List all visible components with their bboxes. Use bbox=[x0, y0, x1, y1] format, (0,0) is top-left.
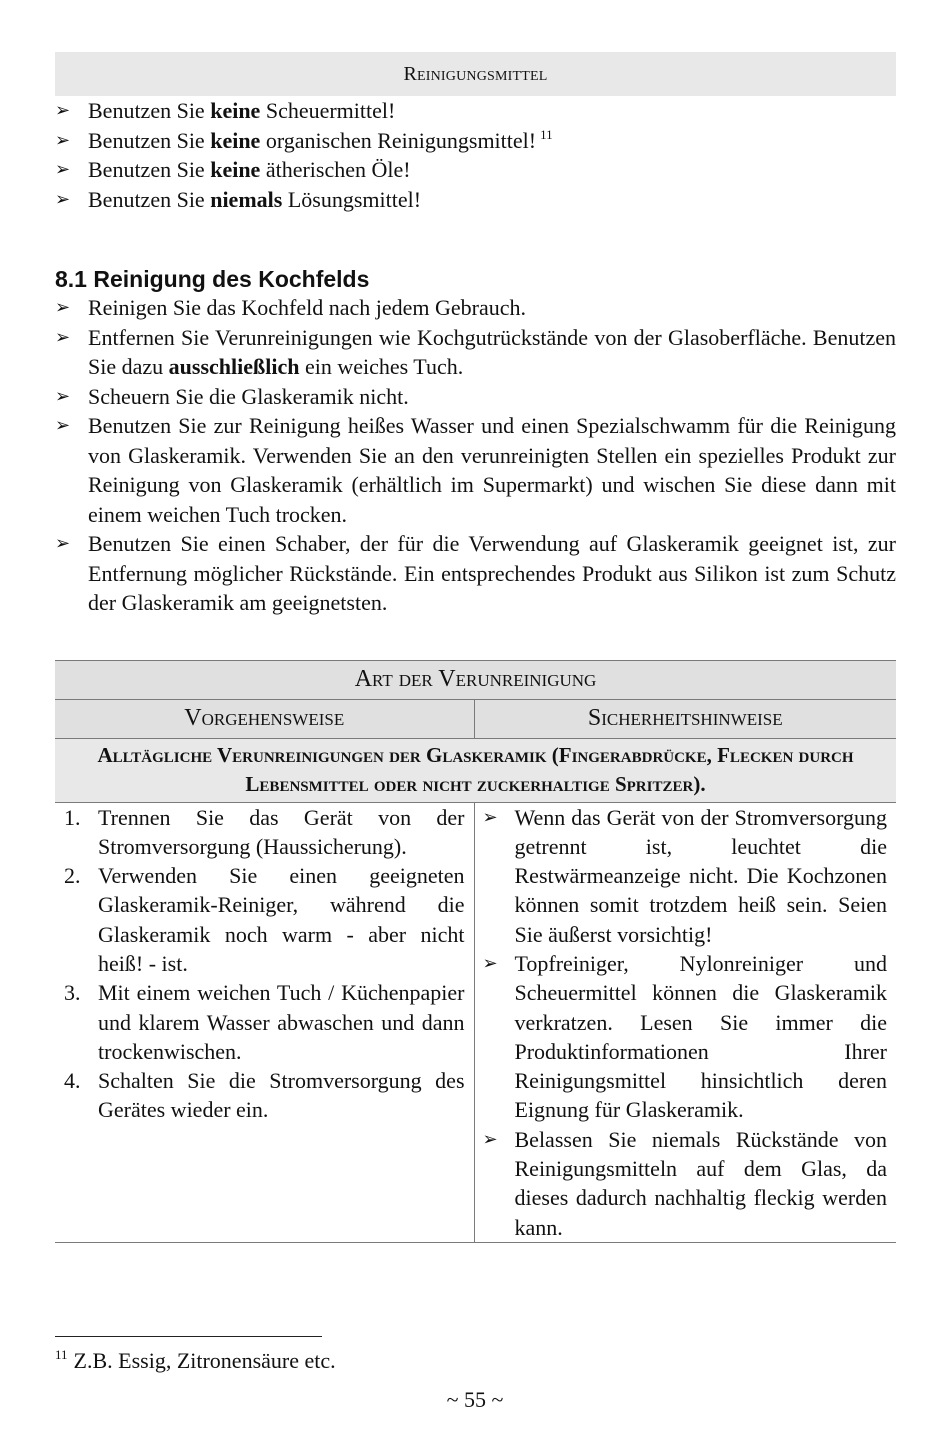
arrow-bullet-icon: ➢ bbox=[55, 297, 71, 318]
arrow-bullet-icon: ➢ bbox=[482, 1128, 498, 1150]
arrow-bullet-icon: ➢ bbox=[55, 188, 71, 210]
step-number: 3. bbox=[64, 980, 81, 1006]
step-list bbox=[61, 803, 465, 1125]
item-emphasis: niemals bbox=[210, 186, 283, 212]
table-subheading: Alltägliche Verunreinigungen der Glaskeramik (Fingerabdrücke, Flecken durch Lebensmittel oder nicht zuckerhaltige Spritzer). bbox=[55, 738, 896, 802]
item-text: Benutzen Sie bbox=[88, 98, 211, 123]
arrow-bullet-icon: ➢ bbox=[55, 415, 71, 436]
step-item bbox=[61, 1066, 465, 1125]
safety-note bbox=[483, 1125, 888, 1242]
cleaning-table bbox=[55, 660, 896, 1243]
step-item bbox=[61, 978, 465, 1066]
footnote-mark: 11 bbox=[55, 1347, 68, 1362]
step-number: 4. bbox=[64, 1068, 81, 1094]
arrow-bullet-icon: ➢ bbox=[55, 129, 71, 151]
note-text: Belassen Sie niemals Rückstände von Reinigungsmitteln auf dem Glas, da dieses dadurch nachhaltig fleckig werden kann. bbox=[514, 1126, 888, 1240]
item-text: Benutzen Sie bbox=[88, 186, 211, 212]
list-item bbox=[55, 185, 896, 215]
column-header-safety: Sicherheitshinweise bbox=[474, 699, 896, 738]
item-emphasis: ausschließlich bbox=[168, 354, 300, 379]
list-item bbox=[55, 293, 896, 323]
item-text: Benutzen Sie zur Reinigung heißes Wasser und einen Spezialschwamm für die Reinigung von Glaskeramik. Verwenden Sie an den verunreinigten Stellen ein spezielles Produkt zur Reinigung von Glaskeramik (erhältlich im Supermarkt) und wischen Sie diese dann mit einem weichen Tuch trocken. bbox=[88, 413, 896, 527]
warning-list bbox=[55, 96, 896, 214]
list-item bbox=[55, 411, 896, 529]
item-text: Benutzen Sie bbox=[88, 157, 211, 182]
step-text: Trennen Sie das Gerät von der Stromversorgung (Haussicherung). bbox=[98, 804, 465, 859]
item-text: Benutzen Sie einen Schaber, der für die Verwendung auf Glaskeramik geeignet ist, zur Entfernung möglicher Rückstände. Ein entsprechendes Produkt aus Silikon ist zum Schutz der Glaskeramik am geeignetsten. bbox=[88, 531, 896, 615]
item-text: organischen Reinigungsmittel! bbox=[260, 127, 537, 153]
arrow-bullet-icon: ➢ bbox=[55, 159, 71, 180]
step-number: 1. bbox=[64, 804, 81, 830]
list-item bbox=[55, 155, 896, 185]
arrow-bullet-icon: ➢ bbox=[55, 326, 71, 348]
step-item bbox=[61, 861, 465, 978]
safety-note-list bbox=[483, 803, 888, 1242]
list-item bbox=[55, 96, 896, 126]
item-text: Benutzen Sie bbox=[88, 127, 211, 153]
footnote bbox=[55, 1347, 336, 1375]
list-item bbox=[55, 323, 896, 382]
safety-cell bbox=[474, 802, 896, 1242]
safety-note bbox=[483, 949, 888, 1125]
list-item bbox=[55, 382, 896, 412]
procedure-cell bbox=[55, 802, 474, 1242]
page-number: ~ 55 ~ bbox=[446, 1387, 504, 1412]
item-text: Lösungsmittel! bbox=[282, 186, 422, 212]
note-text: Topfreiniger, Nylonreiniger und Scheuermittel können die Glaskeramik verkratzen. Lesen Sie immer die Produktinformationen Ihrer Reinigungsmittel hinsichtlich deren Eignung für Glaskeramik. bbox=[514, 950, 888, 1123]
section-header bbox=[55, 52, 896, 96]
item-text: Scheuermittel! bbox=[260, 98, 396, 123]
safety-note bbox=[483, 803, 888, 949]
step-number: 2. bbox=[64, 863, 81, 889]
item-emphasis: keine bbox=[210, 157, 261, 182]
arrow-bullet-icon: ➢ bbox=[55, 385, 71, 407]
item-text: Scheuern Sie die Glaskeramik nicht. bbox=[88, 383, 409, 409]
step-item bbox=[61, 803, 465, 862]
item-text: ein weiches Tuch. bbox=[299, 354, 464, 379]
note-text: Wenn das Gerät von der Stromversorgung getrennt ist, leuchtet die Restwärmeanzeige nicht. Die Kochzonen können somit trotzdem heiß sein. Seien Sie äußerst vorsichtig! bbox=[514, 804, 888, 947]
column-header-procedure: Vorgehensweise bbox=[55, 699, 474, 738]
list-item bbox=[55, 126, 896, 156]
instruction-list bbox=[55, 293, 896, 618]
table-title: Art der Verunreinigung bbox=[55, 660, 896, 699]
item-text: Entfernen Sie Verunreinigungen wie Kochgutrückstände von der Glasoberfläche. Benutzen Sie dazu bbox=[88, 324, 896, 379]
footnote-text: Z.B. Essig, Zitronensäure etc. bbox=[73, 1348, 336, 1373]
step-text: Verwenden Sie einen geeigneten Glaskeramik-Reiniger, während die Glaskeramik noch warm - aber nicht heiß! - ist. bbox=[98, 863, 465, 976]
step-text: Schalten Sie die Stromversorgung des Gerätes wieder ein. bbox=[98, 1068, 465, 1123]
arrow-bullet-icon: ➢ bbox=[482, 806, 498, 828]
arrow-bullet-icon: ➢ bbox=[55, 100, 71, 121]
item-emphasis: keine bbox=[210, 127, 261, 153]
page bbox=[55, 52, 896, 1243]
step-text: Mit einem weichen Tuch / Küchenpapier und klarem Wasser abwaschen und dann trockenwischen. bbox=[98, 980, 465, 1064]
footnote-reference[interactable]: 11 bbox=[540, 126, 553, 142]
item-text: Reinigen Sie das Kochfeld nach jedem Gebrauch. bbox=[88, 295, 527, 320]
footnote-divider bbox=[55, 1336, 322, 1337]
item-text: ätherischen Öle! bbox=[260, 157, 411, 182]
list-item bbox=[55, 529, 896, 618]
section-heading: 8.1 Reinigung des Kochfelds bbox=[55, 266, 370, 292]
arrow-bullet-icon: ➢ bbox=[55, 533, 71, 554]
section-header-text: Reinigungsmittel bbox=[403, 62, 548, 85]
arrow-bullet-icon: ➢ bbox=[482, 952, 498, 974]
item-emphasis: keine bbox=[210, 98, 261, 123]
